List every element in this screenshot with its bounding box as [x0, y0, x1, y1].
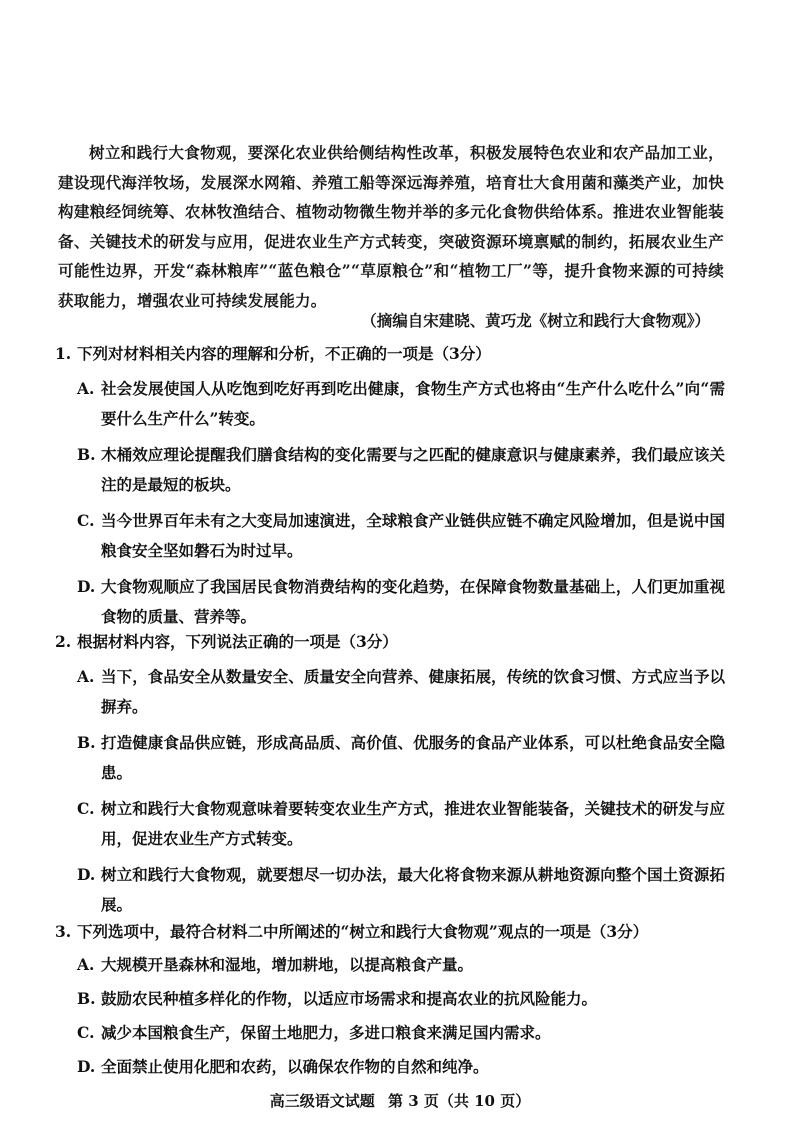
- question-stem: [55, 628, 725, 656]
- option-list: [55, 374, 725, 632]
- option-b[interactable]: [55, 440, 725, 500]
- option-text: 大规模开垦森林和湿地，增加耕地，以提高粮食产量。: [101, 955, 474, 974]
- option-letter: B.: [77, 989, 96, 1008]
- option-d[interactable]: [55, 860, 725, 920]
- option-text: 树立和践行大食物观，就要想尽一切办法，最大化将食物来源从耕地资源向整个国土资源拓展。: [101, 865, 725, 914]
- option-letter: B.: [77, 445, 96, 464]
- question-number: 3.: [55, 922, 72, 941]
- option-c[interactable]: [55, 506, 725, 566]
- question-text: 下列选项中，最符合材料二中所阐述的“树立和践行大食物观”观点的一项是（3分）: [77, 922, 649, 941]
- option-letter: C.: [77, 511, 95, 530]
- option-letter: A.: [77, 667, 95, 686]
- option-text: 树立和践行大食物观意味着要转变农业生产方式，推进农业智能装备，关键技术的研发与应用，促进农业生产方式转变。: [101, 799, 725, 848]
- question-1: [55, 340, 725, 632]
- option-b[interactable]: [55, 728, 725, 788]
- option-text: 减少本国粮食生产，保留土地肥力，多进口粮食来满足国内需求。: [101, 1023, 551, 1042]
- page-number: 第 3 页（共 10 页）: [388, 1092, 531, 1110]
- option-letter: D.: [77, 1057, 96, 1076]
- option-letter: A.: [77, 955, 95, 974]
- option-text: 鼓励农民种植多样化的作物，以适应市场需求和提高农业的抗风险能力。: [101, 989, 598, 1008]
- option-letter: C.: [77, 1023, 95, 1042]
- option-a[interactable]: [55, 662, 725, 722]
- option-a[interactable]: [55, 950, 725, 980]
- option-text: 大食物观顺应了我国居民食物消费结构的变化趋势，在保障食物数量基础上，人们更加重视食物的质量、营养等。: [101, 577, 725, 626]
- exam-title: 高三级语文试题: [269, 1092, 375, 1110]
- option-letter: A.: [77, 379, 95, 398]
- question-3: [55, 918, 725, 1082]
- question-number: 1.: [55, 344, 72, 363]
- passage-citation: （摘编自宋建晓、黄巧龙《树立和践行大食物观》）: [361, 311, 710, 330]
- option-letter: D.: [77, 577, 96, 596]
- option-b[interactable]: [55, 984, 725, 1014]
- question-number: 2.: [55, 632, 72, 651]
- option-a[interactable]: [55, 374, 725, 434]
- option-c[interactable]: [55, 1018, 725, 1048]
- question-2: [55, 628, 725, 920]
- option-list: [55, 950, 725, 1082]
- option-d[interactable]: [55, 572, 725, 632]
- page-footer: [0, 1090, 800, 1111]
- option-text: 社会发展使国人从吃饱到吃好再到吃出健康，食物生产方式也将由“生产什么吃什么”向“需要什么生产什么”转变。: [101, 379, 725, 428]
- option-letter: C.: [77, 799, 95, 818]
- option-text: 当今世界百年未有之大变局加速演进，全球粮食产业链供应链不确定风险增加，但是说中国粮食安全坚如磐石为时过早。: [101, 511, 725, 560]
- option-c[interactable]: [55, 794, 725, 854]
- question-stem: [55, 918, 725, 946]
- passage-paragraph: 树立和践行大食物观，要深化农业供给侧结构性改革，积极发展特色农业和农产品加工业，建设现代海洋牧场，发展深水网箱、养殖工船等深远海养殖，培育壮大食用菌和藻类产业，加快构建粮经饲统筹、农林牧渔结合、植物动物微生物并举的多元化食物供给体系。推进农业智能装备、关键技术的研发与应用，促进农业生产方式转变，突破资源环境禀赋的制约，拓展农业生产可能性边界，开发“森林粮库”“蓝色粮仓”“草原粮仓”和“植物工厂”等，提升食物来源的可持续获取能力，增强农业可持续发展能力。: [58, 143, 724, 310]
- option-text: 全面禁止使用化肥和农药，以确保农作物的自然和纯净。: [101, 1057, 489, 1076]
- option-letter: B.: [77, 733, 96, 752]
- question-stem: [55, 340, 725, 368]
- question-text: 下列对材料相关内容的理解和分析，不正确的一项是（3分）: [77, 344, 491, 363]
- question-text: 根据材料内容，下列说法正确的一项是（3分）: [77, 632, 398, 651]
- option-letter: D.: [77, 865, 96, 884]
- option-text: 木桶效应理论提醒我们膳食结构的变化需要与之匹配的健康意识与健康素养，我们最应该关注的是最短的板块。: [101, 445, 725, 494]
- option-list: [55, 662, 725, 920]
- option-d[interactable]: [55, 1052, 725, 1082]
- option-text: 当下，食品安全从数量安全、质量安全向营养、健康拓展，传统的饮食习惯、方式应当予以摒弃。: [101, 667, 725, 716]
- option-text: 打造健康食品供应链，形成高品质、高价值、优服务的食品产业体系，可以杜绝食品安全隐患。: [101, 733, 725, 782]
